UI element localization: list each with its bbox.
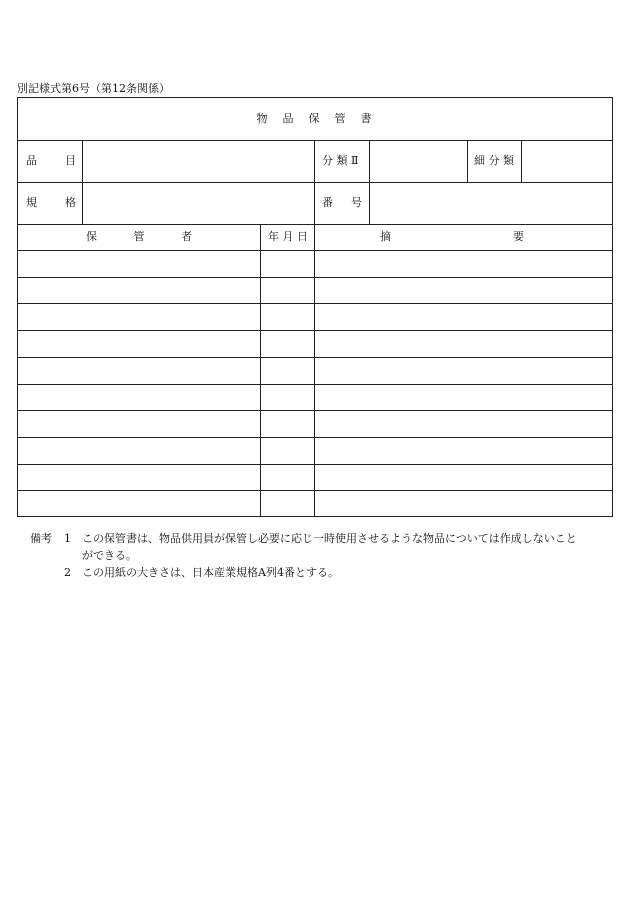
number-label: 番 号 bbox=[322, 196, 362, 209]
summary-cell[interactable] bbox=[315, 278, 612, 303]
summary-cell[interactable] bbox=[315, 385, 612, 410]
summary-cell[interactable] bbox=[315, 465, 612, 490]
keeper-cell[interactable] bbox=[18, 251, 260, 276]
date-cell[interactable] bbox=[261, 251, 314, 276]
subclass-field[interactable] bbox=[522, 141, 612, 182]
keeper-cell[interactable] bbox=[18, 438, 260, 463]
summary-cell[interactable] bbox=[315, 411, 612, 436]
keeper-cell[interactable] bbox=[18, 358, 260, 383]
keeper-cell[interactable] bbox=[18, 331, 260, 356]
summary-header: 摘 要 bbox=[380, 230, 524, 243]
summary-cell[interactable] bbox=[315, 304, 612, 329]
keeper-cell[interactable] bbox=[18, 465, 260, 490]
note-number: 1 bbox=[64, 532, 71, 545]
number-field[interactable] bbox=[370, 183, 612, 224]
keeper-cell[interactable] bbox=[18, 385, 260, 410]
summary-cell[interactable] bbox=[315, 491, 612, 516]
subclass-label: 細 分 類 bbox=[474, 154, 514, 167]
note-text: この保管書は、物品供用員が保管し必要に応じ一時使用させるような物品については作成しないこと bbox=[82, 532, 577, 545]
summary-cell[interactable] bbox=[315, 358, 612, 383]
date-header: 年 月 日 bbox=[268, 230, 308, 243]
spec-field[interactable] bbox=[83, 183, 313, 224]
form-reference: 別記様式第6号（第12条関係） bbox=[17, 82, 170, 95]
note-text-continued: ができる。 bbox=[82, 549, 137, 562]
item-field[interactable] bbox=[83, 141, 313, 182]
summary-cell[interactable] bbox=[315, 331, 612, 356]
date-cell[interactable] bbox=[261, 331, 314, 356]
summary-cell[interactable] bbox=[315, 438, 612, 463]
date-cell[interactable] bbox=[261, 304, 314, 329]
note-text: この用紙の大きさは、日本産業規格A列4番とする。 bbox=[82, 566, 339, 579]
storage-record-form bbox=[17, 97, 613, 517]
date-cell[interactable] bbox=[261, 278, 314, 303]
class-field[interactable] bbox=[370, 141, 466, 182]
form-title: 物 品 保 管 書 bbox=[256, 112, 374, 125]
keeper-cell[interactable] bbox=[18, 304, 260, 329]
date-cell[interactable] bbox=[261, 491, 314, 516]
note-number: 2 bbox=[64, 566, 71, 579]
keeper-header: 保 管 者 bbox=[86, 230, 192, 243]
spec-label: 規 格 bbox=[26, 196, 76, 209]
date-cell[interactable] bbox=[261, 411, 314, 436]
summary-cell[interactable] bbox=[315, 251, 612, 276]
notes-section bbox=[30, 530, 610, 581]
class-label: 分 類 Ⅱ bbox=[322, 154, 359, 167]
date-cell[interactable] bbox=[261, 465, 314, 490]
keeper-cell[interactable] bbox=[18, 411, 260, 436]
date-cell[interactable] bbox=[261, 438, 314, 463]
date-cell[interactable] bbox=[261, 385, 314, 410]
keeper-cell[interactable] bbox=[18, 278, 260, 303]
item-label: 品 目 bbox=[26, 154, 76, 167]
notes-heading: 備考 bbox=[30, 532, 52, 545]
keeper-cell[interactable] bbox=[18, 491, 260, 516]
date-cell[interactable] bbox=[261, 358, 314, 383]
